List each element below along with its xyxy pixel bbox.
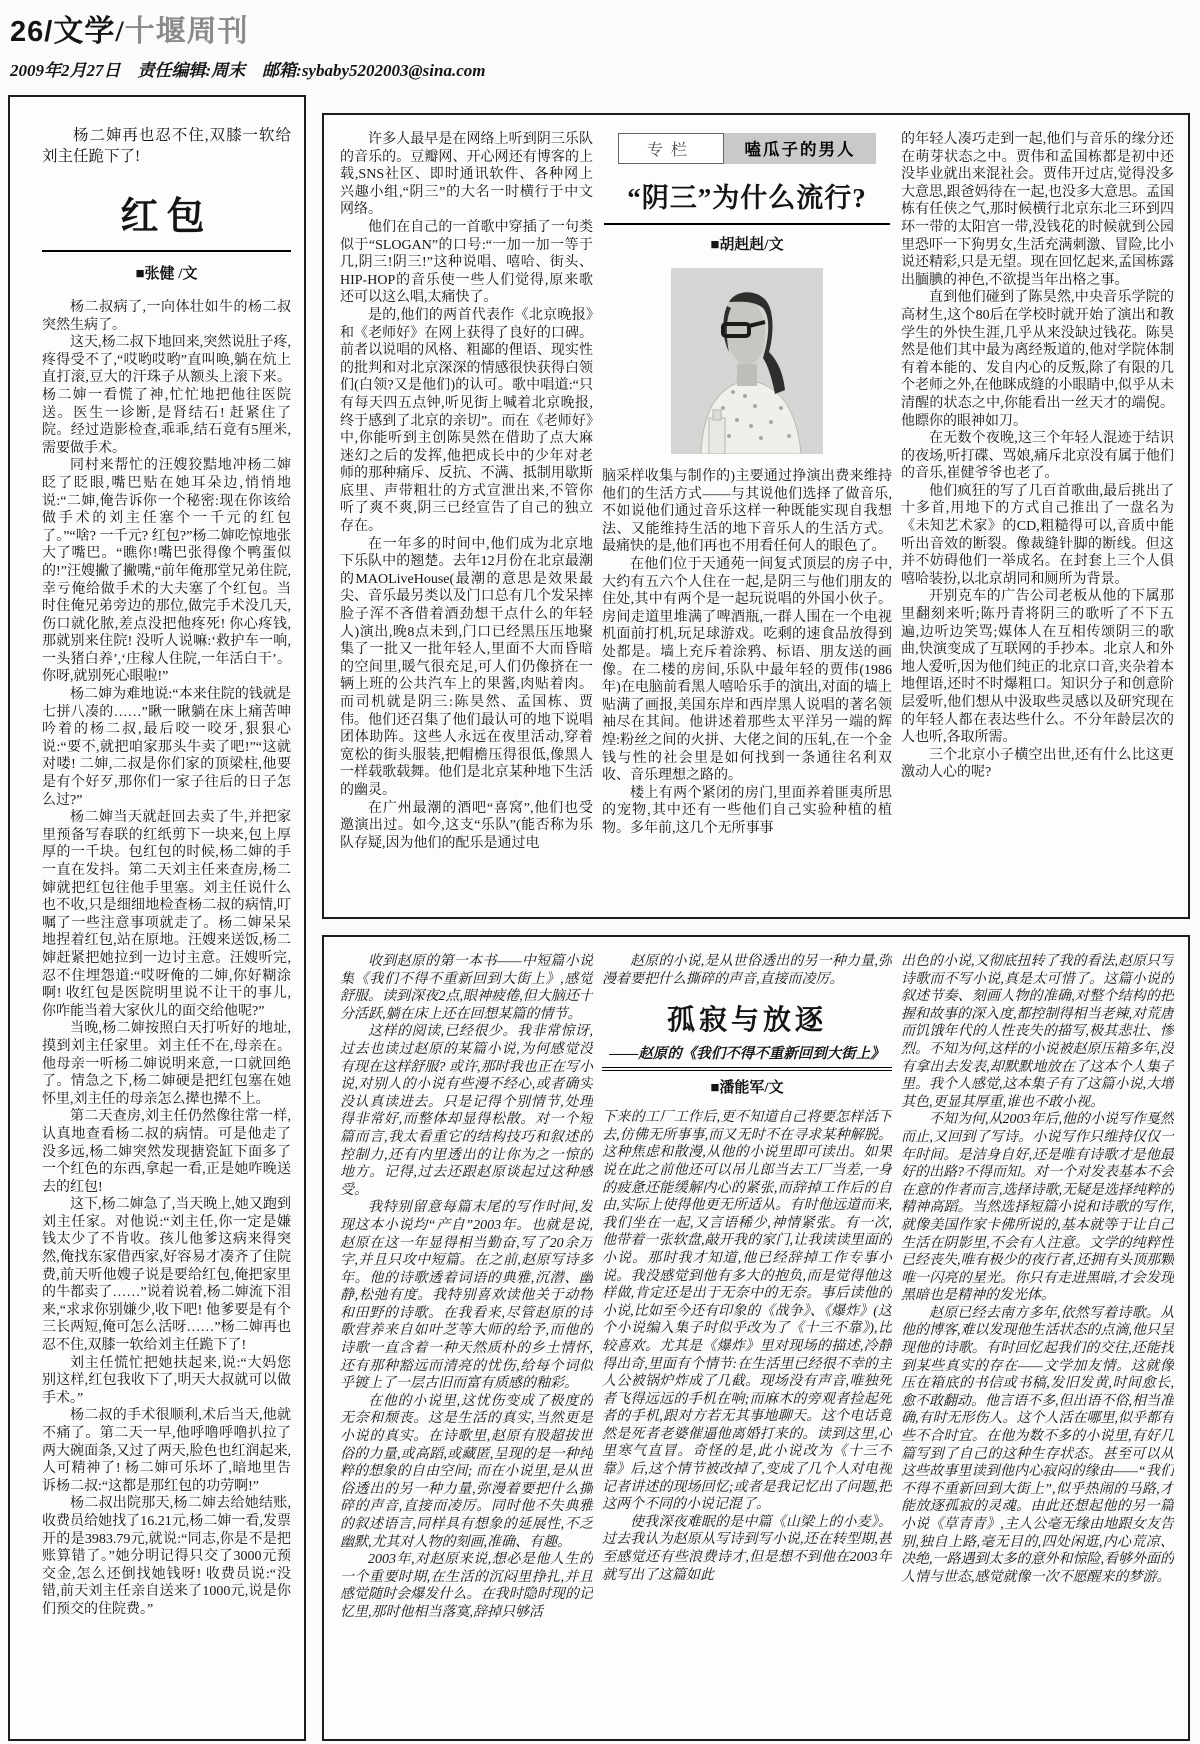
guji-column-3 xyxy=(901,953,1174,1731)
paragraph: 杨二婶当天就赶回去卖了牛,并把家里预备写春联的红纸剪下一块来,包上厚厚的一千块。包红包的时候,杨二婶的手一直在发抖。第二天刘主任来查房,杨二婶就把红包往他手里塞。刘主任说什么也不收,只是细细地检查杨二叔的病情,叮嘱了一些注意事项就走了。杨二婶呆呆地捏着红包,站在原地。汪嫂来送饭,杨二婶赶紧把她拉到一边讨主意。汪嫂听完,忍不住埋怨道:“哎呀俺的二婶,你好糊涂啊! 收红包是医院明里说不让干的事儿,你咋能当着大家伙儿的面交给他呢?” xyxy=(42,810,291,1019)
paragraph: 三个北京小子横空出世,还有什么比这更激动人心的呢? xyxy=(901,747,1174,781)
article-hongbao xyxy=(8,95,306,1741)
paragraph: 这天,杨二叔下地回来,突然说肚子疼,疼得受不了,“哎哟哎哟”直叫唤,躺在炕上直打滚,豆大的汗珠子从额头上滚下来。杨二婶一看慌了神,忙忙地把他往医院送。医生一诊断,是肾结石! 赶紧住了院。经过造影检查,乖乖,结石竟有5厘米,需要做手术。 xyxy=(42,335,291,456)
paragraph: 刘主任慌忙把她扶起来,说:“大妈您别这样,红包我收下了,明天大叔就可以做手术。” xyxy=(42,1355,291,1406)
page-number: 26/ xyxy=(10,16,54,48)
paragraph: 当晚,杨二婶按照白天打听好的地址,摸到刘主任家里。刘主任不在,母亲在。他母亲一听杨二婶说明来意,一口就回绝了。情急之下,杨二婶硬是把红包塞在她怀里,刘主任的母亲怎么撵也撵不上。 xyxy=(42,1021,291,1107)
column-tag: 专栏 xyxy=(618,133,724,164)
paragraph: 下来的工厂工作后,更不知道自己将要怎样活下去,仿佛无所事事,而又无时不在寻求某种解脱。这种焦虑和散漫,从他的小说里即可读出。如果说在此之前他还可以吊儿郎当去工厂当差,一身的疲惫还能缓解内心的紧张,而辞掉工作后的自由,实际上使得他更无所适从。有时他远道而来,我们坐在一起,又言语稀少,神情紧张。有一次,他带着一张软盘,敲开我的家门,让我读读里面的小说。那时我才知道,他已经辞掉工作专事小说。我没感觉到他有多大的抱负,而是觉得他这样做,肯定还是出于无奈中的无奈。事后读他的小说,比如至今还有印象的《战争》、《爆炸》(这个小说编入集子时似乎改为了《十三不靠》),比较喜欢。尤其是《爆炸》里对现场的描述,冷静得出奇,里面有个情节:在生活里已经很不幸的主人公被锅炉炸成了几截。现场没有声音,唯独死者飞得远远的手机在响;而麻木的旁观者捡起死者的手机,跟对方若无其事地聊天。这个电话竟然是死者老婆催逼他离婚打来的。读到这里,心里寒气直冒。奇怪的是,此小说改为《十三不靠》后,这个情节被改掉了,变成了几个人对电视记者讲述的现场回忆;或者是我记忆出了问题,把这两个不同的小说记混了。 xyxy=(602,1110,892,1513)
byline-yinsan: ■胡赳赳/文 xyxy=(710,237,784,253)
yinsan-column-2-text xyxy=(602,468,892,837)
guji-intro xyxy=(602,953,892,988)
paragraph: 在他们位于天通苑一间复式顶层的房子中,大约有五六个人住在一起,是阴三与他们朋友的住处,其中有两个是一起玩说唱的外国小伙子。房间走道里堆满了啤酒瓶,一群人围在一个电视机面前打机,玩足球游戏。吃剩的速食品放得到处都是。墙上充斥着涂鸦、标语、朋友送的画像。在二楼的房间,乐队中最年轻的贾伟(1986年)在电脑前看黑人嘻哈乐手的演出,对面的墙上贴满了画报,美国东岸和西岸黑人说唱的著名领袖尽在其间。他讲述着那些太平洋另一端的辉煌:粉丝之间的火拼、大佬之间的压轧,在一个金钱与性的社会里是如何找到一条通往名利双收、音乐理想之路的。 xyxy=(602,556,892,784)
paragraph: 的年轻人凑巧走到一起,他们与音乐的缘分还在萌芽状态之中。贾伟和孟国栋都是初中还没毕业就出来混社会。贾伟开过店,觉得没多大意思,跟爸妈待在一起,也没多大意思。孟国栋有任侠之气,那时候横行北京东北三环到四环一带的太阳宫一带,没钱花的时候就到公园里恐吓一下狗男女,生活充满刺激、冒险,比小说还精彩,只是无望。现在回忆起来,孟国栋露出腼腆的神色,不欲提当年出格之事。 xyxy=(901,132,1174,288)
paragraph: 这样的阅读,已经很少。我非常惊讶,过去也读过赵原的某篇小说,为何感觉没有现在这样舒服? 或许,那时我也正在写小说,对别人的小说有些漫不经心,或者确实没认真读进去。只是记得个别情节,处理得非常好,而整体却显得松散。对一个短篇而言,我太看重它的结构技巧和叙述的控制力,还有内里透出的让你为之一惊的地方。记得,过去还跟赵原谈起过这种感受。 xyxy=(340,1024,593,1198)
portrait-photo xyxy=(671,268,823,454)
paragraph: 杨二婶为难地说:“本来住院的钱就是七拼八凑的……”瞅一瞅躺在床上痛苦呻吟着的杨二叔,最后咬一咬牙,狠狠心说:“要不,就把咱家那头牛卖了吧!”“这就对喽! 二婶,二叔是你们家的顶梁柱,他要是有个好歹,那你们一家子往后的日子怎么过?” xyxy=(42,687,291,808)
article-title-guji: 孤寂与放逐 xyxy=(666,1005,827,1037)
yinsan-column-3 xyxy=(901,131,1174,909)
date-editor-line: 2009年2月27日 责任编辑:周末 邮箱:sybaby5202003@sina.com xyxy=(10,61,486,80)
paragraph: 许多人最早是在网络上听到阴三乐队的音乐的。豆瓣网、开心网还有博客的上载,SNS社区、即时通讯软件、各种网上兴趣小组,“阴三”的大名一时横行于中文网络。 xyxy=(340,132,593,218)
article-guji xyxy=(322,935,1190,1741)
column-name-badge: 嗑瓜子的男人 xyxy=(724,133,876,164)
paragraph: 赵原已经去南方多年,依然写着诗歌。从他的博客,难以发现他生活状态的点滴,他只呈现他的诗歌。有时回忆起我们的交往,还能找到某些真实的存在——文学加友情。这就像压在箱底的书信或书稿,发旧发黄,时间愈长,愈不敢翻动。他言语不多,但出语不俗,相当准确,有时无形伤人。这个人活在哪里,似乎都有些不合时宜。在他为数不多的小说里,有好几篇写到了自己的这种生存状态。甚至可以从这些故事里读到他内心寂闷的缘由——“我们不得不重新回到大街上”,似乎热闹的马路,才能放逐孤寂的灵魂。由此还想起他的另一篇小说《草青青》,主人公毫无缘由地跟女友告别,独自上路,毫无目的,四处闲逛,内心荒凉、决绝,一路遇到太多的意外和惊险,看够外面的人情与世态,感觉就像一次不愿醒来的梦游。 xyxy=(901,1305,1174,1585)
guji-column-1 xyxy=(340,953,593,1731)
paragraph: 我特别留意每篇末尾的写作时间,发现这本小说均“产自”2003年。也就是说,赵原在这一年显得相当勤奋,写了20余万字,并且只攻中短篇。在之前,赵原写诗多年。他的诗歌透着词语的典雅,沉潜、幽静,松弛有度。我特别喜欢读他关于动物和田野的诗歌。在我看来,尽管赵原的诗歌营养来自如叶芝等大师的给予,而他的诗歌一直含着一种天然质朴的乡土情怀,还有那种豁远而清亮的忧伤,给每个词似乎镀上了一层古旧而富有质感的釉彩。 xyxy=(340,1200,593,1392)
publication-name: 十堰周刊 xyxy=(124,15,249,48)
paragraph: 脑采样收集与制作的)主要通过挣演出费来维持他们的生活方式——与其说他们选择了做音乐,不如说他们通过音乐这样一种既能实现自我想法、又能维持生活的地下音乐人的生活方式。最痛快的是,他们再也不用看任何人的眼色了。 xyxy=(602,469,892,555)
masthead-title xyxy=(10,6,486,50)
paragraph: 这下,杨二婶急了,当天晚上,她又跑到刘主任家。对他说:“刘主任,你一定是嫌钱太少了不肯收。孩儿他爹这病来得突然,俺找东家借西家,好容易才凑齐了住院费,前天听他嫂子说是要给红包,俺把家里的牛都卖了……”说着说着,杨二婶流下泪来,“求求你别嫌少,收下吧! 他爹要是有个三长两短,俺可怎么活呀……”杨二婶再也忍不住,双膝一软给刘主任跪下了! xyxy=(42,1197,291,1354)
column-tag-row xyxy=(602,133,892,164)
byline-hongbao: ■张健 /文 xyxy=(135,266,198,282)
article-subtitle-guji: ——赵原的《我们不得不重新回到大街上》 xyxy=(602,1042,892,1071)
paragraph: 赵原的小说,是从世俗透出的另一种力量,弥漫着要把什么撕碎的声音,直接而凌厉。 xyxy=(602,954,892,987)
article-body-hongbao xyxy=(42,299,291,1619)
yinsan-column-2 xyxy=(602,131,892,909)
paragraph: 他们在自己的一首歌中穿插了一句类似于“SLOGAN”的口号:“一加一加一等于几,阴三!阴三!”这种说唱、嘻哈、街头、HIP-HOP的音乐使一些人们觉得,原来歌还可以这么唱,太痛快了。 xyxy=(340,219,593,306)
paragraph: 杨二叔出院那天,杨二婶去给她结账,收费员给她找了16.21元,杨二婶一看,发票开的是3983.79元,就说:“同志,你是不是把账算错了。”她分明记得只交了3000元预交金,怎么还倒找她钱呀! 收费员说:“没错,前天刘主任亲自送来了1000元,说是你们预交的住院费。” xyxy=(42,1496,291,1617)
paragraph: 是的,他们的两首代表作《北京晚报》和《老师好》在网上获得了良好的口碑。前者以说唱的风格、粗鄙的俚语、现实性的批判和对北京深深的情感很快获得白领们(白领?又是他们)的认可。歌中唱道:“只有每天四五点钟,听见街上喊着北京晚报,终于感到了北京的亲切”。而在《老师好》中,你能听到主创陈昊然在借助了点大麻迷幻之后的发挥,他把成长中的少年对老师的那种痛斥、反抗、不满、抵制用歇斯底里、声带粗壮的方式宣泄出来,不管你听了爽不爽,阴三已经宣告了自己的独立存在。 xyxy=(340,307,593,535)
paragraph: 在广州最潮的酒吧“喜窝”,他们也受邀演出过。如今,这支“乐队”(能否称为乐队存疑,因为他们的配乐是通过电 xyxy=(340,800,593,851)
article-title-yinsan: “阴三”为什么流行? xyxy=(604,176,890,225)
paragraph: 他们疯狂的写了几百首歌曲,最后挑出了十多首,用地下的方式自己推出了一盘名为《未知艺术家》的CD,粗糙得可以,音质中能听出音效的断裂。像裁缝针脚的断线。但这并不妨碍他们一举成名。在封套上三个人俱嘻哈装扮,以北京胡同和厕所为背景。 xyxy=(901,483,1174,587)
byline-guji: ■潘能军/文 xyxy=(710,1080,784,1097)
paragraph: 在无数个夜晚,这三个年轻人混迹于结识的夜场,听打碟、骂娘,痛斥北京没有属于他们的音乐,崔健爷爷也老了。 xyxy=(901,431,1174,482)
paragraph: 在他的小说里,这忧伤变成了极度的无奈和颓丧。这是生活的真实,当然更是小说的真实。在诗歌里,赵原有股超拔世俗的力量,或高蹈,或藏匿,呈现的是一种纯粹的想象的自由空间; 而在小说里,是从世俗透出的另一种力量,弥漫着要把什么撕碎的声音,直接而凌厉。同时他不失典雅的叙述语言,同样具有想象的延展性,不乏幽默,尤其对人物的刻画,准确、有趣。 xyxy=(340,1393,593,1550)
guji-column-2-text xyxy=(602,1109,892,1584)
article-lead: 杨二婶再也忍不住,双膝一软给刘主任跪下了! xyxy=(42,127,291,165)
paragraph: 楼上有两个紧闭的房门,里面养着匪夷所思的宠物,其中还有一些他们自己实验种植的植物。多年前,这几个无所事事 xyxy=(602,785,892,836)
paragraph: 2003年,对赵原来说,想必是他人生的一个重要时期,在生活的沉闷里挣扎,并且感觉随时会爆发什么。在我时隐时现的记忆里,那时他相当落寞,辞掉只够活 xyxy=(340,1552,593,1620)
guji-column-2 xyxy=(602,953,892,1731)
paragraph: 在一年多的时间中,他们成为北京地下乐队中的翘楚。去年12月份在北京最潮的MAOLiveHouse(最潮的意思是效果最尖、音乐最另类以及门口总有几个发呆摔脸子浑不吝借着酒劲想干点什么的年轻人)演出,晚8点未到,门口已经黑压压地聚集了一批又一批年轻人,里面不大而昏暗的空间里,暖气很充足,可人们仍像挤在一辆上班的公共汽车上的果酱,肉贴着肉。而司机就是阴三:陈昊然、孟国栋、贾伟。他们还召集了他们最认可的地下说唱团体助阵。这些人永远在夜里活动,穿着宽松的街头服装,把帽檐压得很低,像黑人一样载歌载舞。他们是北京某种地下生活的幽灵。 xyxy=(340,536,593,798)
masthead xyxy=(10,6,486,81)
paragraph: 杨二叔病了,一向体壮如牛的杨二叔突然生病了。 xyxy=(42,300,291,333)
paragraph: 杨二叔的手术很顺利,术后当天,他就不痛了。第二天一早,他呼噜呼噜扒拉了两大碗面条,又过了两天,脸色也红润起来,人可精神了! 杨二婶可乐坏了,暗地里告诉杨二叔:“这都是那红包的功劳啊!” xyxy=(42,1408,291,1494)
paragraph: 第二天查房,刘主任仍然像往常一样,认真地查看杨二叔的病情。可是他走了没多远,杨二婶突然发现搪瓷缸下面多了一个红色的东西,拿起一看,正是她咋晚送去的红包! xyxy=(42,1109,291,1195)
separator: / xyxy=(115,15,125,48)
paragraph: 开别克车的广告公司老板从他的下属那里翻刻来听;陈丹青将阴三的歌听了不下五遍,边听边笑骂;媒体人在互相传颂阴三的歌曲,快演变成了互联网的手抄本。北京人和外地人爱听,因为他们纯正的北京口音,夹杂着本地俚语,还时不时爆粗口。知识分子和创意阶层爱听,他们想从中汲取些灵感以及研究现在的年轻人都在表达些什么。不分年龄层次的人也听,各取所需。 xyxy=(901,589,1174,746)
yinsan-column-1 xyxy=(340,131,593,909)
article-title-hongbao: 红包 xyxy=(42,185,291,252)
paragraph: 使我深夜难眠的是中篇《山梁上的小麦》。过去我认为赵原从写诗到写小说,还在转型期,甚至感觉还有些浪费诗才,但是想不到他在2003年就写出了这篇如此 xyxy=(602,1514,892,1583)
paragraph: 收到赵原的第一本书——中短篇小说集《我们不得不重新回到大街上》,感觉舒服。读到深夜2点,眼神疲倦,但大脑还十分活跃,躺在床上还在回想某篇的情节。 xyxy=(340,954,593,1022)
paragraph: 同村来帮忙的汪嫂狡黠地冲杨二婶眨了眨眼,嘴巴贴在她耳朵边,悄悄地说:“二婶,俺告诉你一个秘密:现在你该给做手术的刘主任塞个一千元的红包了。”“啥? 一千元? 红包?”杨二婶吃惊地张大了嘴巴。“瞧你!嘴巴张得像个鸭蛋似的!”汪嫂撇了撇嘴,“前年俺那堂兄弟住院,幸亏俺给做手术的大夫塞了个红包。当时住俺兄弟旁边的那位,做完手术没几天,伤口就化脓,差点没把他疼死! 你心疼钱,那就别来住院! 没听人说嘛:‘救护车一响,一头猪白养’,‘庄稼人住院,一年活白干’。你呀,就别死心眼啦!” xyxy=(42,458,291,685)
article-yinsan xyxy=(322,113,1190,919)
paragraph: 直到他们碰到了陈昊然,中央音乐学院的高材生,这个80后在学校时就开始了演出和教学生的外快生涯,几乎从来没缺过钱花。陈昊然是他们其中最为离经叛道的,他对学院体制有着本能的、发自内心的反叛,除了有限的几个老师之外,在他眯成缝的小眼睛中,似乎从未清醒的状态之中,你能看出一丝天才的端倪。他瞟你的眼神如刀。 xyxy=(901,290,1174,429)
section-name: 文学 xyxy=(53,15,116,48)
paragraph: 出色的小说,又彻底扭转了我的看法,赵原只写诗歌而不写小说,真是太可惜了。这篇小说的叙述节奏、刻画人物的准确,对整个结构的把握和故事的深入度,都控制得相当老辣,对荒唐而饥饿年代的人性丧失的描写,极其悲壮、惨烈。不知为何,这样的小说被赵原压箱多年,没有拿出去发表,却默默地放在了这本个人集子里。我个人感觉,这本集子有了这篇小说,大增其色,更显其厚重,谁也不敢小视。 xyxy=(901,954,1174,1110)
paragraph: 不知为何,从2003年后,他的小说写作戛然而止,又回到了写诗。小说写作只维持仅仅一年时间。是洁身自好,还是唯有诗歌才是他最好的出路?不得而知。对一个对发表基本不会在意的作者而言,选择诗歌,无疑是选择纯粹的精神高蹈。当然选择短篇小说和诗歌的写作,就像美国作家卡佛所说的,基本就等于让自己生活在阴影里,不会有人注意。文学的纯粹性已经丧失,唯有极少的夜行者,还拥有头顶那颗唯一闪亮的星光。你只有走进黑暗,才会发现黑暗也是精神的发光体。 xyxy=(901,1112,1174,1304)
